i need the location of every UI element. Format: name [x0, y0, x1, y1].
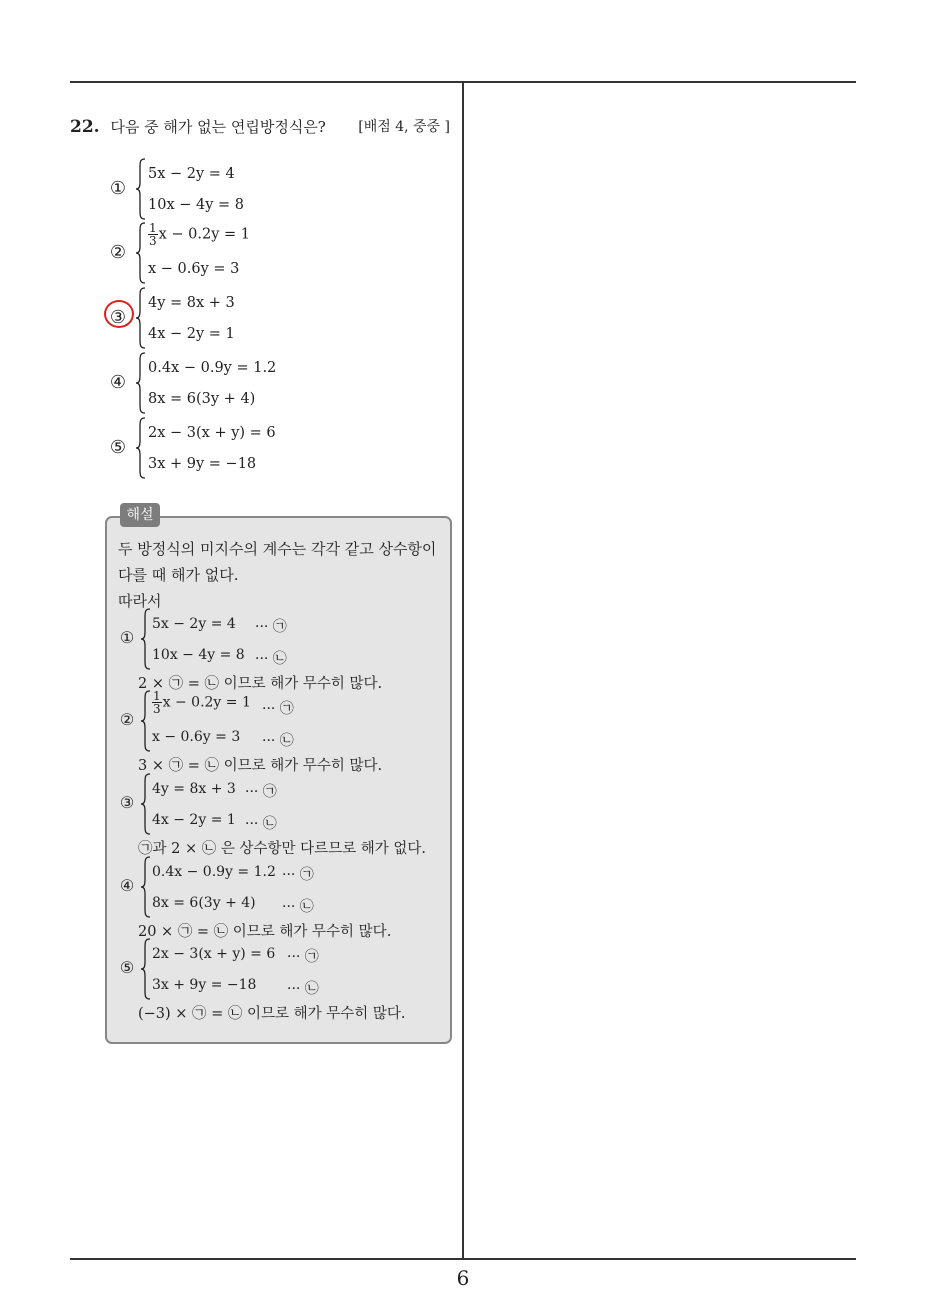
question-meta: [배점 4, 중중 ] — [358, 119, 450, 135]
fraction-numerator: 1 — [149, 221, 157, 235]
equation-1: 4y = 8x + 3 — [152, 781, 236, 797]
brace-icon — [136, 287, 146, 349]
solution-tag: 해설 — [120, 503, 160, 527]
choice-marker: ⑤ — [109, 437, 127, 458]
brace-icon — [141, 938, 151, 1000]
solution-intro-line-1: 두 방정식의 미지수의 계수는 각각 같고 상수항이 — [118, 540, 437, 558]
page-number: 6 — [456, 1266, 470, 1290]
solution-therefore: 따라서 — [118, 592, 162, 610]
choice-marker: ③ — [109, 307, 127, 328]
choice-5 — [106, 417, 436, 481]
fraction — [148, 222, 158, 247]
brace-icon — [136, 352, 146, 414]
tag-ref-b: ··· ㉡ — [245, 816, 277, 832]
choice-marker: ④ — [119, 876, 135, 895]
tag-ref-a: ··· ㉠ — [245, 784, 277, 800]
fraction-denominator: 3 — [149, 234, 157, 248]
equation-1 — [148, 222, 250, 247]
brace-icon — [141, 690, 151, 752]
equation-1: 2x − 3(x + y) = 6 — [148, 425, 276, 441]
brace-icon — [141, 856, 151, 918]
equation-2: 3x + 9y = −18 — [148, 456, 257, 472]
equation-2: x − 0.6y = 3 — [148, 261, 240, 277]
solution-item-3 — [117, 773, 437, 837]
equation-1: 2x − 3(x + y) = 6 — [152, 946, 276, 962]
solution-item-2 — [117, 690, 437, 754]
equation-2: 3x + 9y = −18 — [152, 977, 257, 993]
equation-1-rest: x − 0.2y = 1 — [158, 226, 251, 243]
solution-item-5 — [117, 938, 437, 1002]
equation-2: x − 0.6y = 3 — [152, 729, 241, 745]
brace-icon — [136, 222, 146, 284]
equation-1: 0.4x − 0.9y = 1.2 — [148, 360, 277, 376]
choice-marker: ② — [109, 242, 127, 263]
answer-circle-icon — [104, 300, 134, 328]
equation-1-rest: x − 0.2y = 1 — [162, 694, 251, 711]
brace-icon — [141, 773, 151, 835]
equation-1: 5x − 2y = 4 — [148, 166, 235, 182]
tag-ref-b: ··· ㉡ — [287, 981, 319, 997]
solution-note-2: 3 × ㉠ = ㉡ 이므로 해가 무수히 많다. — [138, 758, 383, 774]
choice-1 — [106, 158, 436, 222]
equation-2: 8x = 6(3y + 4) — [148, 391, 256, 407]
equation-2: 4x − 2y = 1 — [152, 812, 236, 828]
choice-4 — [106, 352, 436, 416]
choice-marker: ④ — [109, 372, 127, 393]
solution-note-1: 2 × ㉠ = ㉡ 이므로 해가 무수히 많다. — [138, 676, 383, 692]
fraction — [152, 690, 162, 715]
equation-2: 4x − 2y = 1 — [148, 326, 235, 342]
brace-icon — [136, 417, 146, 479]
question-text: 다음 중 해가 없는 연립방정식은? — [110, 118, 326, 136]
solution-item-1 — [117, 608, 437, 672]
tag-ref-a: ··· ㉠ — [255, 619, 287, 635]
tag-ref-a: ··· ㉠ — [282, 867, 314, 883]
equation-2: 10x − 4y = 8 — [148, 197, 245, 213]
solution-note-4: 20 × ㉠ = ㉡ 이므로 해가 무수히 많다. — [138, 924, 392, 940]
solution-note-3: ㉠과 2 × ㉡ 은 상수항만 다르므로 해가 없다. — [138, 841, 426, 857]
solution-note-5: (−3) × ㉠ = ㉡ 이므로 해가 무수히 많다. — [138, 1006, 406, 1022]
tag-ref-a: ··· ㉠ — [262, 701, 294, 717]
solution-item-4 — [117, 856, 437, 920]
tag-ref-b: ··· ㉡ — [282, 899, 314, 915]
equation-2: 8x = 6(3y + 4) — [152, 895, 256, 911]
fraction-denominator: 3 — [153, 702, 161, 716]
equation-1: 0.4x − 0.9y = 1.2 — [152, 864, 276, 880]
choice-3 — [106, 287, 436, 351]
tag-ref-b: ··· ㉡ — [255, 651, 287, 667]
brace-icon — [136, 158, 146, 220]
equation-1: 5x − 2y = 4 — [152, 616, 236, 632]
choice-marker: ① — [109, 178, 127, 199]
question-number: 22. — [70, 117, 100, 137]
column-divider — [462, 83, 464, 1259]
tag-ref-a: ··· ㉠ — [287, 949, 319, 965]
fraction-numerator: 1 — [153, 689, 161, 703]
choice-2 — [106, 222, 436, 286]
equation-1: 4y = 8x + 3 — [148, 295, 235, 311]
choice-marker: ⑤ — [119, 958, 135, 977]
equation-1 — [152, 690, 251, 715]
brace-icon — [141, 608, 151, 670]
equation-2: 10x − 4y = 8 — [152, 647, 245, 663]
choice-marker: ③ — [119, 793, 135, 812]
choice-marker: ① — [119, 628, 135, 647]
choice-marker: ② — [119, 710, 135, 729]
solution-intro-line-2: 다를 때 해가 없다. — [118, 566, 239, 584]
question-header — [70, 116, 450, 137]
tag-ref-b: ··· ㉡ — [262, 733, 294, 749]
